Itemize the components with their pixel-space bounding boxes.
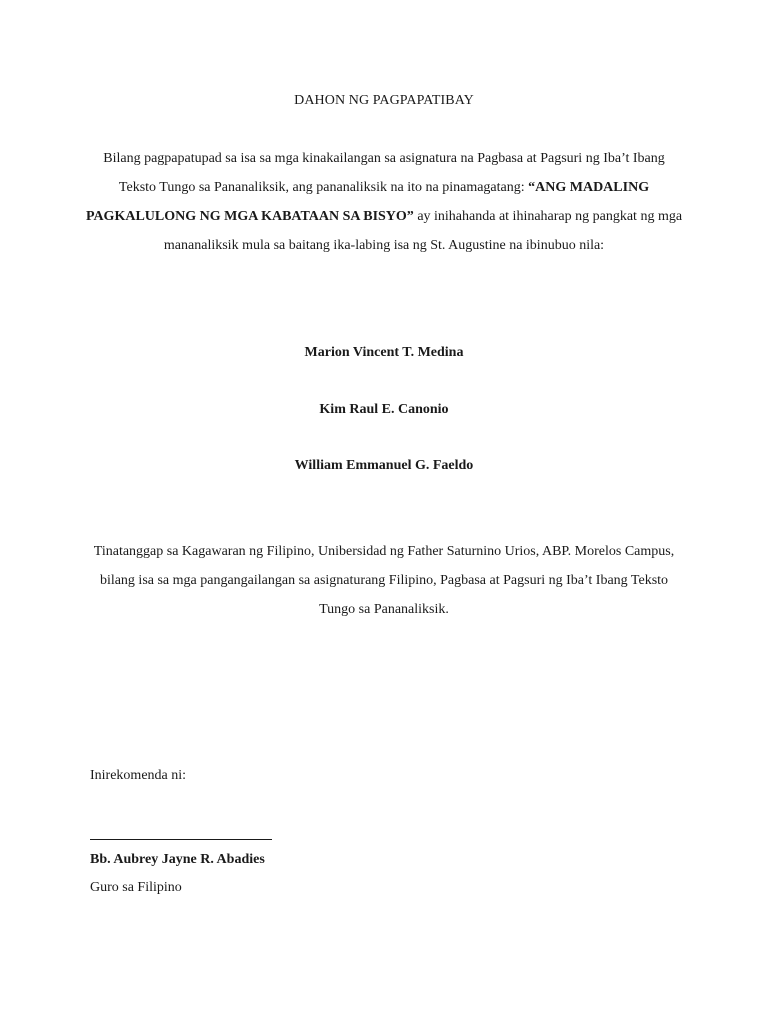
recommendation-label: Inirekomenda ni: bbox=[90, 768, 187, 783]
page-title: DAHON NG PAGPAPATIBAY bbox=[294, 93, 474, 108]
researcher-name: William Emmanuel G. Faeldo bbox=[294, 458, 474, 473]
researcher-name: Kim Raul E. Canonio bbox=[319, 402, 449, 417]
acceptance-paragraph: Tinatanggap sa Kagawaran ng Filipino, Unibersidad ng Father Saturnino Urios, ABP. Morelos Campus, bilang isa sa mga pangangailangan sa asignaturang Filipino, Pagbasa at Pagsuri ng Iba’t Ibang Teksto Tungo sa Pananaliksik. bbox=[93, 544, 675, 617]
intro-text-after: ay inihahanda at ihinaharap ng pangkat ng mga mananaliksik mula sa baitang ika-labing isa ng St. Augustine na ibinubuo nila: bbox=[163, 209, 683, 253]
research-title: “ANG MADALING PAGKALULONG NG MGA KABATAAN SA BISYO” bbox=[85, 180, 650, 224]
signer-name: Bb. Aubrey Jayne R. Abadies bbox=[90, 852, 265, 867]
signature-line bbox=[90, 839, 272, 840]
intro-text-before: Bilang pagpapatupad sa isa sa mga kinakailangan sa asignatura na Pagbasa at Pagsuri ng Iba’t Ibang Teksto Tungo sa Pananaliksik, ang pananaliksik na ito na pinamagatang: bbox=[103, 151, 665, 195]
researcher-name: Marion Vincent T. Medina bbox=[304, 345, 464, 360]
signer-role: Guro sa Filipino bbox=[90, 880, 182, 895]
intro-paragraph bbox=[84, 144, 684, 260]
